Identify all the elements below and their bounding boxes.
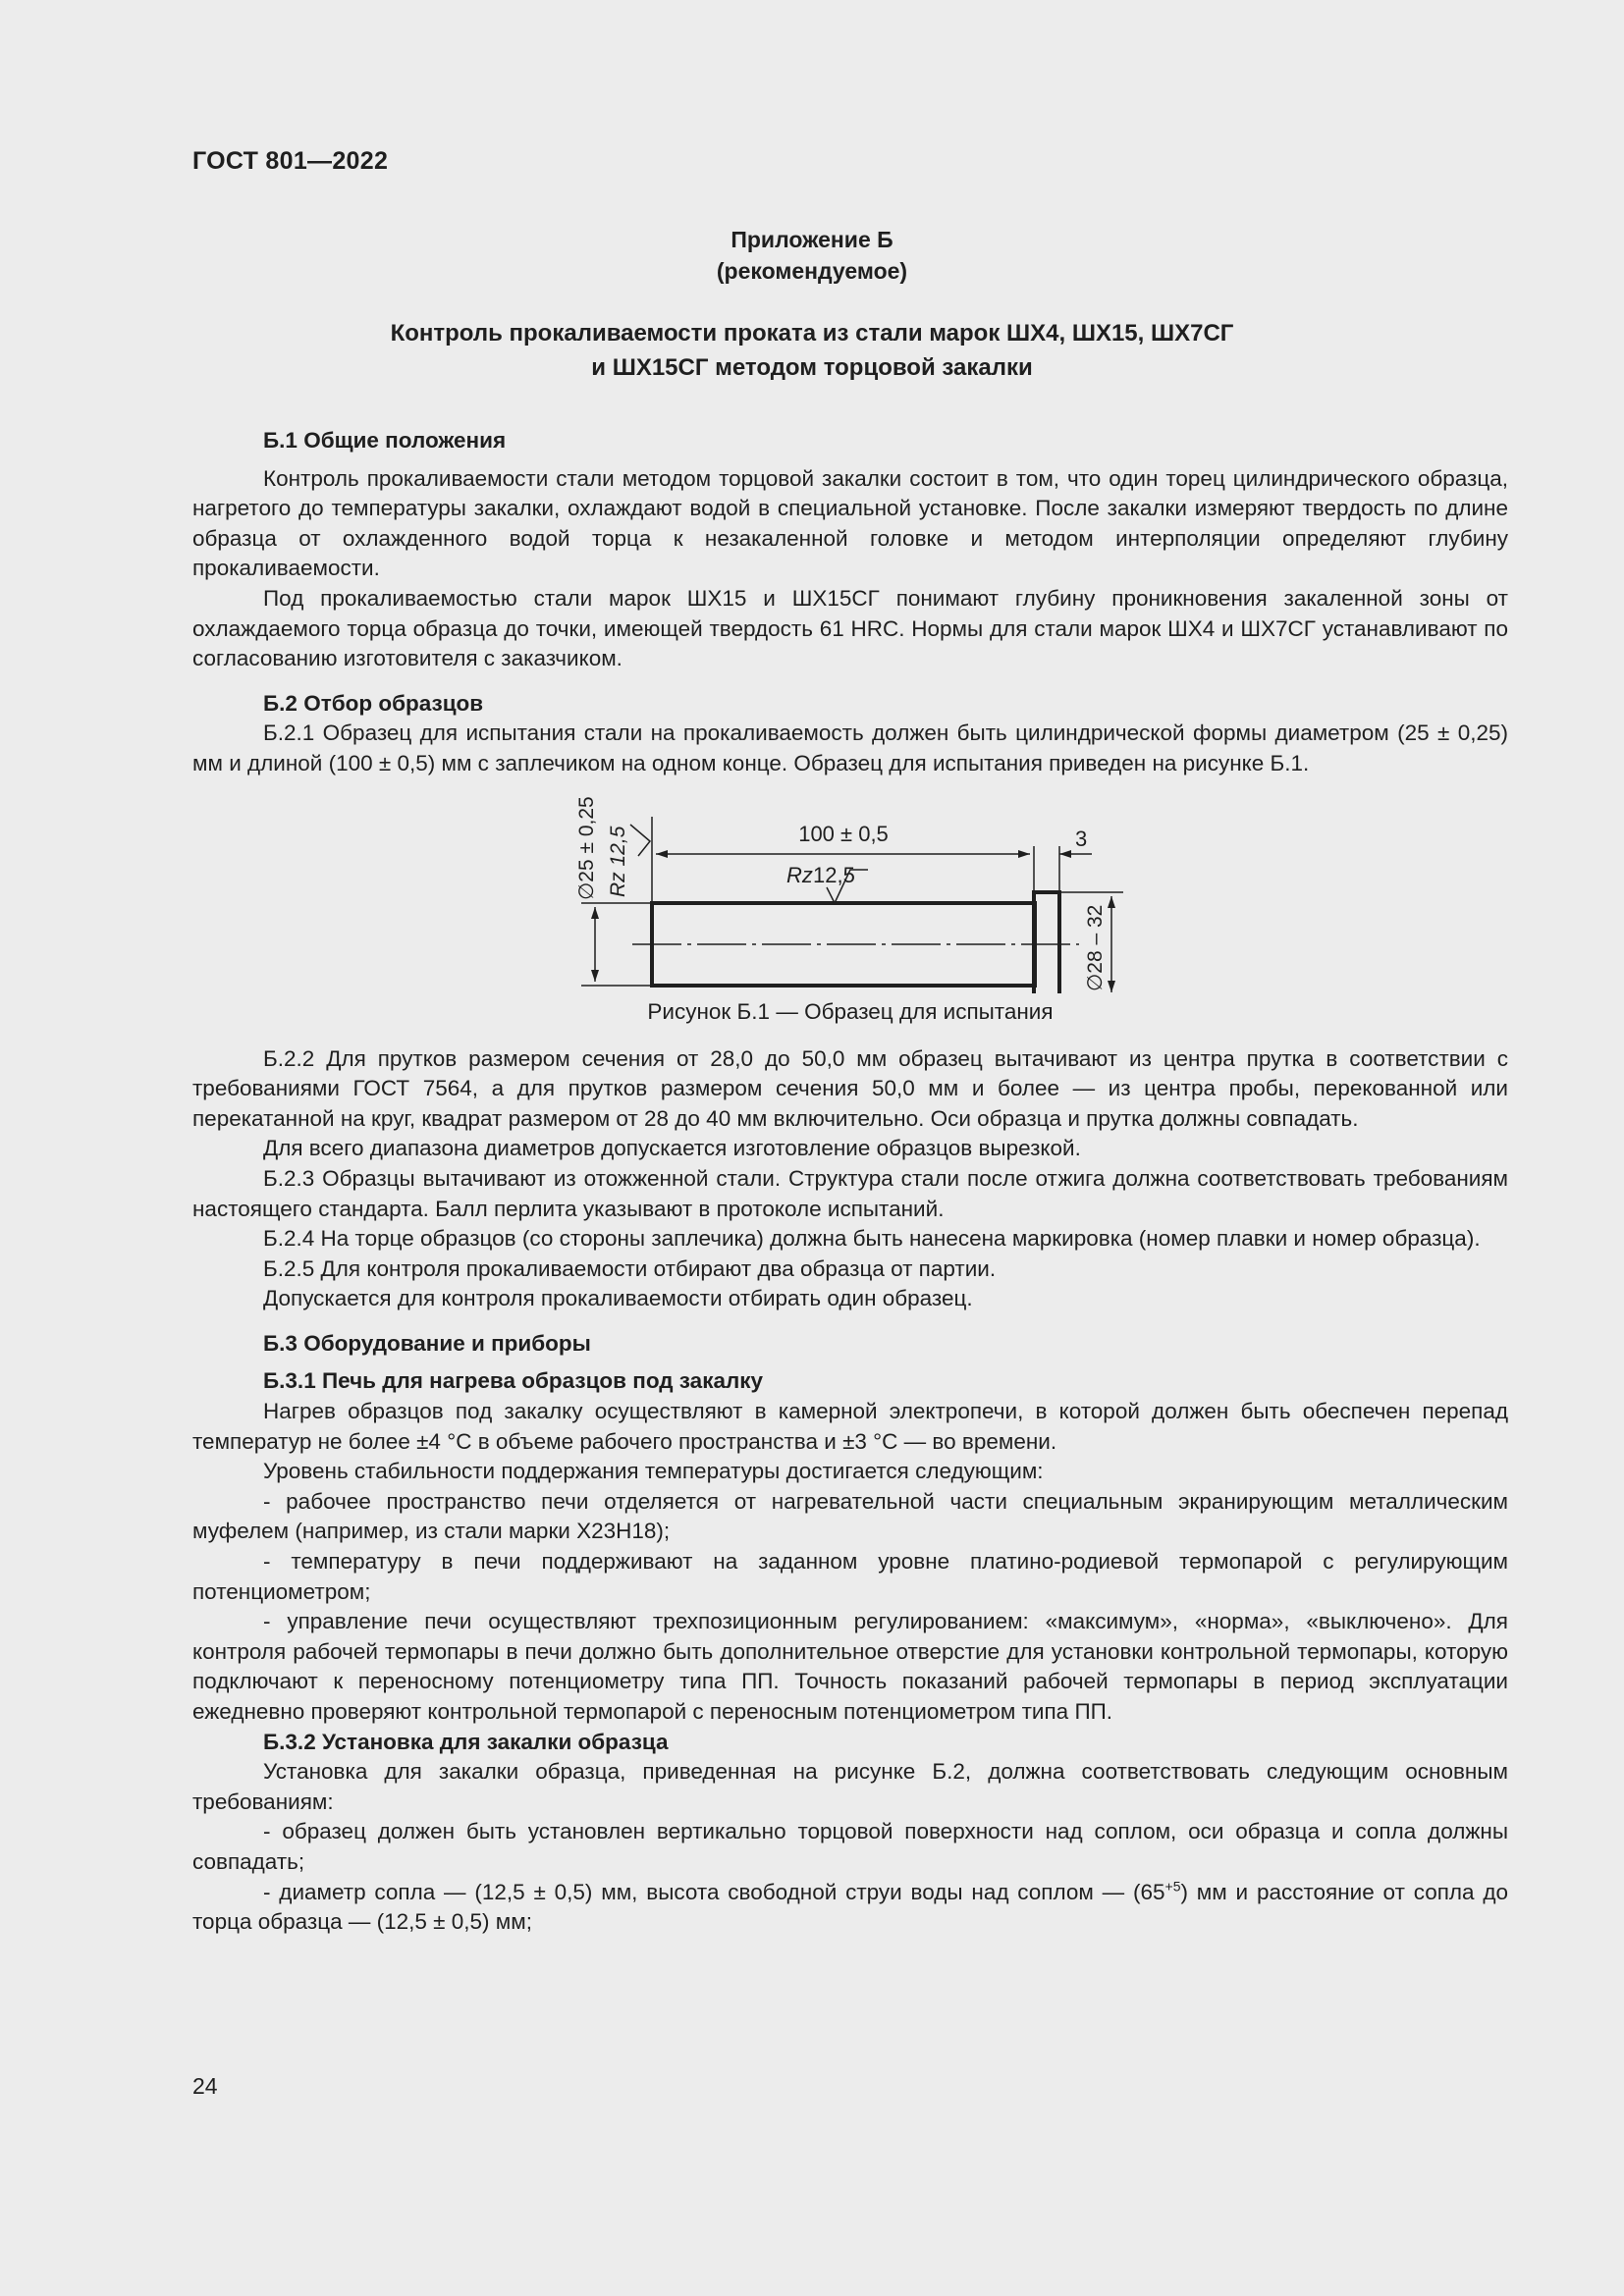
paragraph-b2-5: Б.2.4 На торце образцов (со стороны заплечика) должна быть нанесена маркировка (номер плавки и номер образца). (263, 1226, 1481, 1252)
paragraph-b2-2: Б.2.2 Для прутков размером сечения от 28,0 до 50,0 мм образец вытачивают из центра прутка в соответствии с требованиями ГОСТ 7564, а для прутков размером сечения 50,0 мм и более — из центра пробы, перекованной или перекатанной на круг, квадрат размером от 28 до 40 мм включительно. Оси образца и прутка должны совпадать. (192, 1045, 1508, 1131)
roughness-vertical-label: Rz 12,5 (607, 826, 629, 897)
paragraph-b3-4: - температуру в печи поддерживают на заданном уровне платино-родиевой термопарой с регулирующим потенциометром; (192, 1549, 1508, 1604)
paragraph-b3-8-start: - диаметр сопла — (12,5 ± 0,5) мм, высота свободной струи воды над соплом — (65 (263, 1879, 1165, 1904)
paragraph-b2-4: Б.2.3 Образцы вытачивают из отожженной стали. Структура стали после отжига должна соответствовать требованиям настоящего стандарта. Балл перлита указывают в протоколе испытаний. (192, 1165, 1508, 1221)
paragraph-b2-7: Допускается для контроля прокаливаемости отбирать один образец. (263, 1286, 973, 1311)
subsection-heading-b3-1: Б.3.1 Печь для нагрева образцов под закалку (263, 1368, 764, 1394)
subsection-heading-b3-2: Б.3.2 Установка для закалки образца (263, 1729, 669, 1754)
tolerance-superscript: +5 (1164, 1878, 1181, 1895)
specimen-drawing (573, 787, 1182, 993)
paragraph-b2-6: Б.2.5 Для контроля прокаливаемости отбирают два образца от партии. (263, 1255, 997, 1281)
paragraph-b3-2: Уровень стабильности поддержания температуры достигается следующим: (263, 1459, 1044, 1484)
paragraph-b1-2: Под прокаливаемостью стали марок ШХ15 и ШХ15СГ понимают глубину проникновения закаленной зоны от охлаждаемого торца образца до точки, имеющей твердость 61 HRC. Нормы для стали марок ШХ4 и ШХ7СГ устанавливают по согласованию изготовителя с заказчиком. (192, 585, 1508, 671)
paragraph-b2-1: Б.2.1 Образец для испытания стали на прокаливаемость должен быть цилиндрической формы диаметром (25 ± 0,25) мм и длиной (100 ± 0,5) мм с заплечиком на одном конце. Образец для испытания приведен на рисунке Б.1. (192, 721, 1508, 775)
paragraph-b3-8 (192, 1878, 1508, 1938)
paragraph-b2-3: Для всего диапазона диаметров допускается изготовление образцов вырезкой. (263, 1136, 1081, 1161)
figure-b1 (192, 787, 1508, 1033)
paragraph-b3-7: - образец должен быть установлен вертикально торцовой поверхности над соплом, оси образца и сопла должны совпадать; (192, 1819, 1508, 1874)
title-line-2: и ШХ15СГ методом торцовой закалки (591, 354, 1033, 381)
paragraph-b3-5: - управление печи осуществляют трехпозиционным регулированием: «максимум», «норма», «выключено». Для контроля рабочей термопары в печи должно быть дополнительное отверстие для установки контрольной термопары, которую подключают к переносному потенциометру типа ПП. Точность показаний рабочей термопары в период эксплуатации ежедневно проверяют контрольной термопарой с переносным потенциометром типа ПП. (192, 1609, 1508, 1724)
page-title (0, 316, 1624, 385)
paragraph-b3-1: Нагрев образцов под закалку осуществляют в камерной электропечи, в которой должен быть обеспечен перепад температур не более ±4 °С в объеме рабочего пространства и ±3 °С — во времени. (192, 1399, 1508, 1454)
appendix-label: Приложение Б (731, 227, 893, 252)
paragraph-b1-1: Контроль прокаливаемости стали методом торцовой закалки состоит в том, что один торец цилиндрического образца, нагретого до температуры закалки, охлаждают водой в специальной установке. После закалки измеряют твердость по длине образца от охлажденного водой торца к незакаленной головке и методом интерполяции определяют глубину прокаливаемости. (192, 465, 1508, 581)
length-dimension-label: 100 ± 0,5 (798, 821, 889, 846)
roughness-symbol: Rz (786, 862, 813, 887)
specimen-collar (1034, 892, 1059, 993)
roughness-value: 12,5 (813, 862, 855, 887)
section-heading-b3: Б.3 Оборудование и приборы (263, 1330, 591, 1356)
section-heading-b2: Б.2 Отбор образцов (263, 690, 484, 716)
page-number: 24 (192, 2073, 218, 2099)
paragraph-b3-8-end: ) мм и расстояние от сопла до торца образца — (12,5 ± 0,5) мм; (192, 1879, 1508, 1935)
appendix-status: (рекомендуемое) (716, 258, 908, 284)
collar-dimension-label: 3 (1075, 826, 1088, 851)
collar-diameter-label: ∅28 – 32 (1084, 904, 1107, 991)
figure-caption: Рисунок Б.1 — Образец для испытания (647, 998, 1054, 1024)
paragraph-b3-3: - рабочее пространство печи отделяется от нагревательной части специальным экранирующим металлическим муфелем (например, из стали марки Х23Н18); (192, 1488, 1508, 1544)
appendix-heading (0, 224, 1624, 287)
title-line-1: Контроль прокаливаемости проката из стали марок ШХ4, ШХ15, ШХ7СГ (390, 320, 1234, 347)
document-body (192, 426, 1508, 1938)
paragraph-b3-6: Установка для закалки образца, приведенная на рисунке Б.2, должна соответствовать следующим основным требованиям: (192, 1759, 1508, 1814)
document-header: ГОСТ 801—2022 (192, 147, 389, 175)
section-heading-b1: Б.1 Общие положения (263, 428, 507, 453)
diameter-dimension-label: ∅25 ± 0,25 (575, 795, 598, 900)
